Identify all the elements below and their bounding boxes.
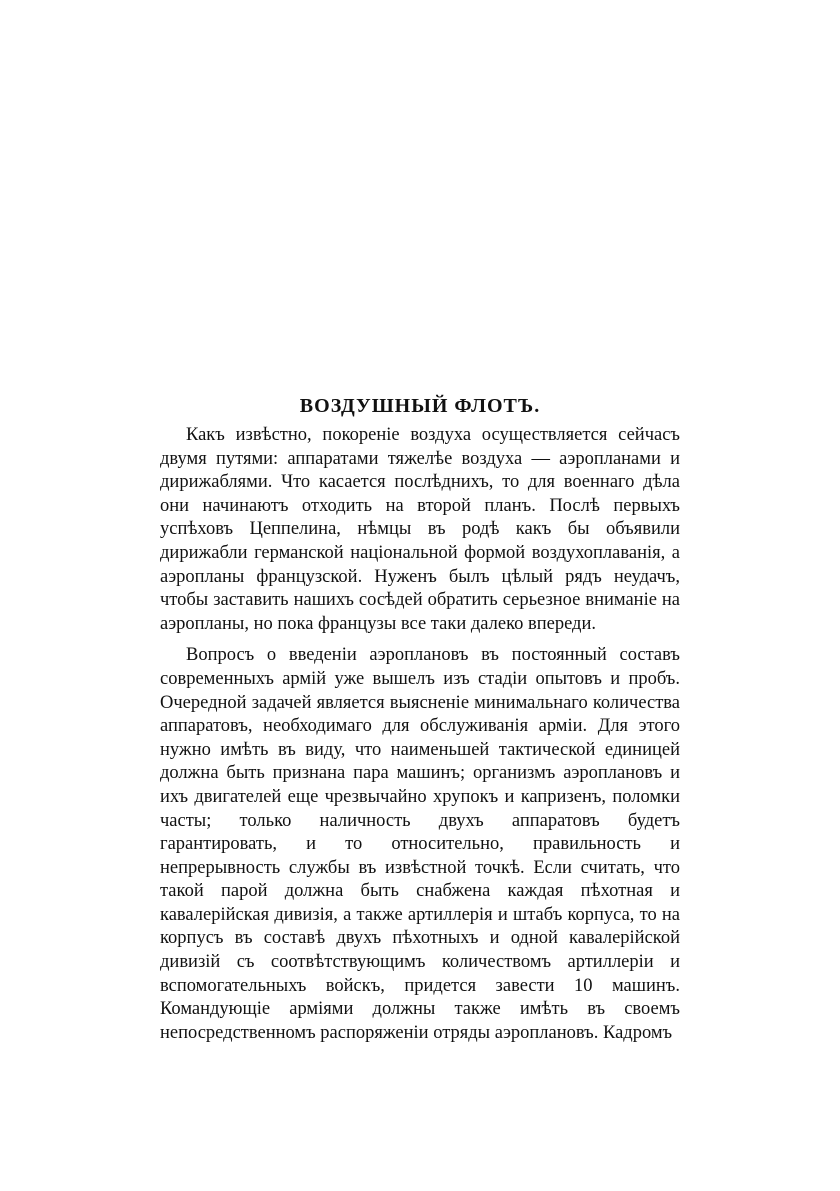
article-body bbox=[160, 424, 680, 1053]
page-title: ВОЗДУШНЫЙ ФЛОТЪ. bbox=[299, 395, 541, 418]
paragraph-1: Какъ извѣстно, покореніе воздуха осуществляется сейчасъ двумя путями: аппаратами тяжелѣе воздуха — аэропланами и дирижаблями. Что касается послѣднихъ, то для военнаго дѣла они начинаютъ отходить на второй планъ. Послѣ первыхъ успѣховъ Цеппелина, нѣмцы въ родѣ какъ бы объявили дирижабли германской національной формой воздухоплаванія, а аэропланы французской. Нуженъ былъ цѣлый рядъ неудачъ, чтобы заставить нашихъ сосѣдей обратить серьезное вниманіе на аэропланы, но пока французы все таки далеко впереди. bbox=[160, 425, 680, 634]
paragraph-2: Вопросъ о введеніи аэроплановъ въ постоянный составъ современныхъ армій уже вышелъ изъ стадіи опытовъ и пробъ. Очередной задачей является выясненіе минимальнаго количества аппаратовъ, необходимаго для обслуживанія арміи. Для этого нужно имѣть въ виду, что наименьшей тактической единицей должна быть признана пара машинъ; организмъ аэроплановъ и ихъ двигателей еще чрезвычайно хрупокъ и капризенъ, поломки часты; только наличность двухъ аппаратовъ будетъ гарантировать, и то относительно, правильность и непрерывность службы въ извѣстной точкѣ. Если считать, что такой парой должна быть снабжена каждая пѣхотная и кавалерійская дивизія, а также артиллерія и штабъ корпуса, то на корпусъ въ составѣ двухъ пѣхотныхъ и одной кавалерійской дивизій съ соотвѣтствующимъ количествомъ артиллеріи и вспомогательныхъ войскъ, придется завести 10 машинъ. Командующіе арміями должны также имѣть въ своемъ непосредственномъ распоряженіи отряды аэроплановъ. Кадромъ bbox=[160, 645, 680, 1043]
